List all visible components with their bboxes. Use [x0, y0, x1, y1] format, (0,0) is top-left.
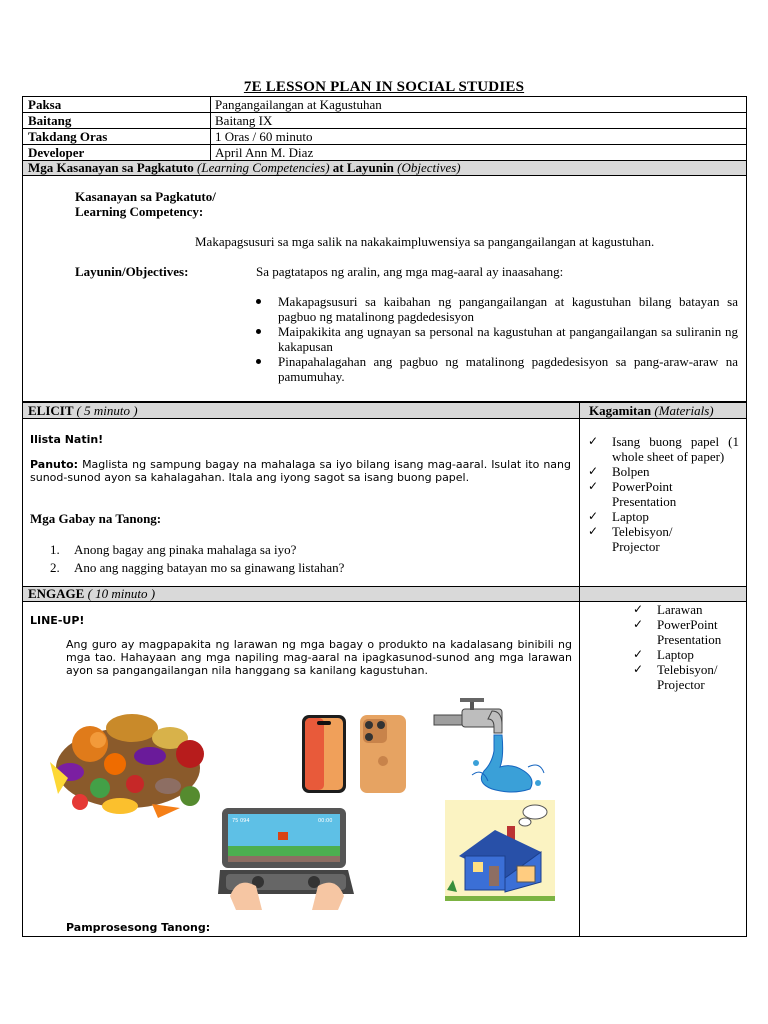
baitang-label: Baitang: [28, 113, 72, 128]
elicit-materials-list: [588, 434, 739, 554]
paksa-value: Pangangailangan at Kagustuhan: [215, 97, 382, 112]
engage-header: ENGAGE ( 10 minuto ): [28, 586, 156, 601]
material-item: ✓ Laptop: [588, 509, 649, 524]
game-score-right: 00:00: [318, 818, 333, 824]
guide-questions-list: [50, 542, 564, 578]
material-item: ✓ Telebisyon/ Projector: [588, 524, 673, 554]
material-item: ✓ Laptop: [633, 647, 694, 662]
engage-text: Ang guro ay magpapakita ng larawan ng mga bagay o produkto na kadalasang binibili ng mga tao. Hahayaan ang mga napiling mag-aaral na ipagkasunod-sunod ang mga larawan ayon sa pangangailangan nila hanggang sa kanilang kagustuhan.: [66, 638, 572, 677]
objective-item: Makapagsusuri sa kaibahan ng pangangailangan at kagustuhan bilang batayan sa pagbuo ng matalinong pagdedesisyon: [278, 294, 738, 324]
materials-header: Kagamitan (Materials): [589, 403, 714, 418]
engage-materials-list: [633, 602, 742, 692]
competency-label: Kasanayan sa Pagkatuto/ Learning Competency:: [75, 189, 216, 219]
game-score-left: 75 094: [232, 818, 250, 824]
guide-questions-title: Mga Gabay na Tanong:: [30, 511, 162, 526]
paksa-label: Paksa: [28, 97, 62, 112]
material-item: ✓ Isang buong papel (1 whole sheet of paper): [588, 434, 739, 464]
material-item: ✓ Telebisyon/ Projector: [633, 662, 718, 692]
objectives-list: [278, 294, 738, 384]
elicit-header: ELICIT ( 5 minuto ): [28, 403, 138, 418]
elicit-activity-title: Ilista Natin!: [30, 433, 104, 446]
developer-value: April Ann M. Diaz: [215, 145, 314, 160]
oras-value: 1 Oras / 60 minuto: [215, 129, 313, 144]
engage-activity-title: LINE-UP!: [30, 614, 85, 627]
water-faucet-image: [432, 697, 557, 797]
objectives-intro: Sa pagtatapos ng aralin, ang mga mag-aaral ay inaasahang:: [256, 264, 564, 279]
objectives-label: Layunin/Objectives:: [75, 264, 189, 279]
page-title: 7E LESSON PLAN IN SOCIAL STUDIES: [243, 79, 525, 95]
competency-header: Mga Kasanayan sa Pagkatuto (Learning Competencies) at Layunin (Objectives): [28, 160, 461, 175]
house-image: [445, 800, 555, 901]
material-item: ✓ Bolpen: [588, 464, 650, 479]
competency-text: Makapagsusuri sa mga salik na nakakaimpluwensiya sa pangangailangan at kagustuhan.: [195, 234, 655, 249]
pamprosesong-tanong: Pamprosesong Tanong:: [66, 921, 211, 934]
objective-item: Maipakikita ang ugnayan sa personal na kagustuhan at pangangailangan sa suliranin ng kakapusan: [278, 324, 738, 354]
material-item: ✓ PowerPoint Presentation: [588, 479, 677, 509]
guide-question: 2. Ano ang nagging batayan mo sa ginawang listahan?: [50, 560, 345, 575]
elicit-panuto: Panuto: Maglista ng sampung bagay na mahalaga sa iyo bilang isang mag-aaral. Isulat ito nang sunod-sunod ayon sa kahalagahan. Itala ang iyong sagot sa isang buong papel.: [30, 458, 571, 484]
developer-label: Developer: [28, 145, 85, 160]
material-item: ✓ Larawan: [633, 602, 703, 617]
objective-item: Pinapahalagahan ang pagbuo ng matalinong pagdedesisyon sa pang-araw-araw na pamumuhay.: [278, 354, 738, 384]
material-item: ✓ PowerPoint Presentation: [633, 617, 722, 647]
food-image: [40, 706, 210, 824]
baitang-value: Baitang IX: [215, 113, 273, 128]
guide-question: 1. Anong bagay ang pinaka mahalaga sa iyo?: [50, 542, 297, 557]
oras-label: Takdang Oras: [28, 129, 108, 144]
gaming-device-image: [218, 806, 356, 912]
smartphone-image: [298, 713, 410, 795]
